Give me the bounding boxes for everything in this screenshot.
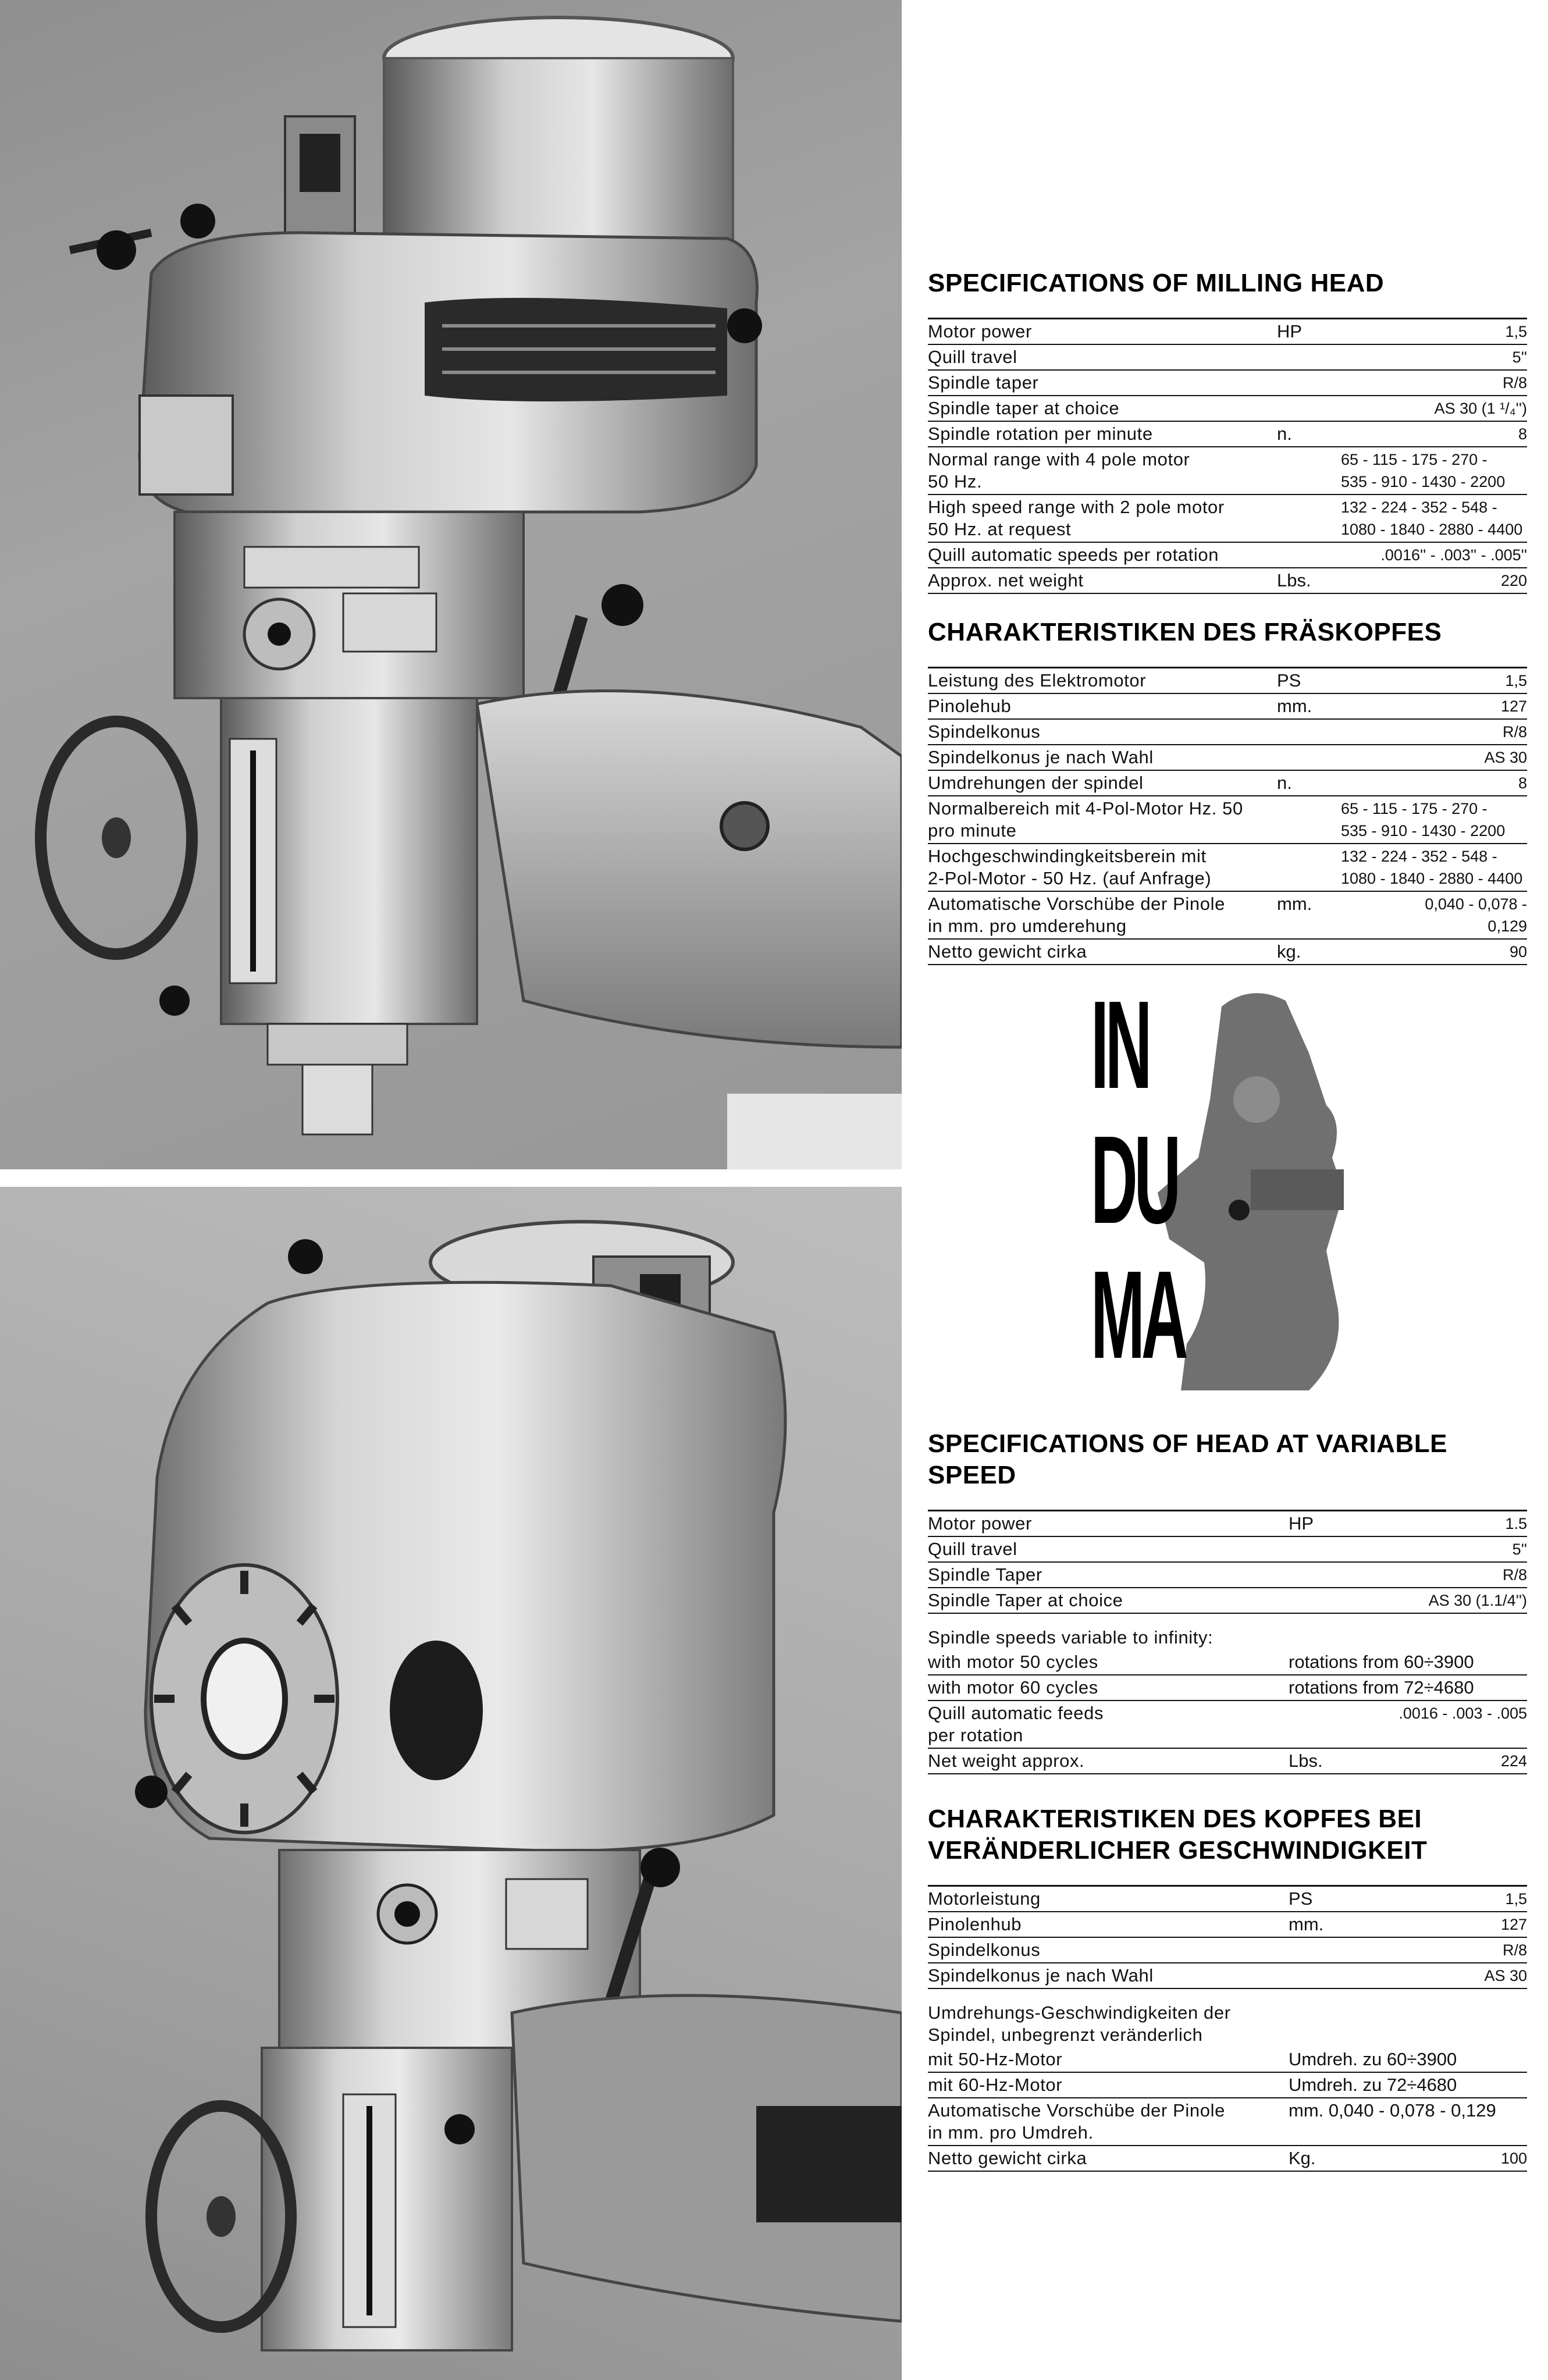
row-value: 1,5 <box>1505 323 1527 340</box>
row-label: Approx. net weight <box>928 570 1084 590</box>
row-unit: PS <box>1277 670 1301 691</box>
row-unit: kg. <box>1277 941 1301 962</box>
spec-variable-speed-head <box>928 1428 1527 1774</box>
spec-row <box>928 495 1527 543</box>
row-unit: rotations from 60÷3900 <box>1289 1652 1474 1672</box>
spec-row <box>928 396 1527 422</box>
row-label: with motor 50 cycles <box>928 1652 1098 1672</box>
row-value: 65 - 115 - 175 - 270 - 535 - 910 - 1430 - 2200 <box>1341 451 1506 490</box>
row-label: Normal range with 4 pole motor 50 Hz. <box>928 449 1190 492</box>
logo-line: MA <box>1091 1244 1185 1385</box>
spec-row <box>928 796 1527 844</box>
spec-row <box>928 319 1527 345</box>
row-value: AS 30 (1.1/4'') <box>1428 1592 1527 1609</box>
spec-table <box>928 1885 1527 2172</box>
milling-head-illustration <box>0 0 902 1169</box>
row-unit: n. <box>1277 773 1292 793</box>
row-label: Pinolenhub <box>928 1914 1022 1934</box>
row-label: Automatische Vorschübe der Pinole in mm. pro Umdreh. <box>928 2100 1225 2143</box>
spec-table <box>928 1510 1527 1774</box>
spec-row <box>928 1563 1527 1588</box>
row-label: Spindle Taper at choice <box>928 1590 1123 1610</box>
spec-row <box>928 2047 1527 2073</box>
row-unit: Lbs. <box>1277 570 1311 590</box>
row-value: 132 - 224 - 352 - 548 - 1080 - 1840 - 2880 - 4400 <box>1341 499 1523 538</box>
row-value: .0016'' - .003'' - .005'' <box>1380 546 1527 564</box>
spec-row <box>928 668 1527 694</box>
logo-line: DU <box>1091 1109 1178 1250</box>
induma-logo <box>1065 974 1390 1396</box>
row-value: R/8 <box>1502 723 1527 741</box>
row-label: Leistung des Elektromotor <box>928 670 1147 691</box>
spec-row <box>928 447 1527 495</box>
logo-lettering <box>1091 974 1185 1385</box>
row-unit: Lbs. <box>1289 1751 1323 1771</box>
spec-row <box>928 1912 1527 1938</box>
row-value: R/8 <box>1502 374 1527 392</box>
spec-row <box>928 2098 1527 2146</box>
row-label: Motor power <box>928 1513 1032 1534</box>
row-label: Spindelkonus je nach Wahl <box>928 747 1154 767</box>
row-label: Quill travel <box>928 1539 1017 1559</box>
row-unit: HP <box>1289 1513 1314 1534</box>
row-unit: Umdreh. zu 60÷3900 <box>1289 2049 1457 2069</box>
variable-speed-head-illustration <box>0 1187 902 2380</box>
section-title: SPECIFICATIONS OF MILLING HEAD <box>928 269 1385 297</box>
row-label: Umdrehungen der spindel <box>928 773 1144 793</box>
row-label: Netto gewicht cirka <box>928 941 1087 962</box>
row-label: Pinolehub <box>928 696 1012 716</box>
logo-line: IN <box>1091 974 1149 1115</box>
row-label: mit 60-Hz-Motor <box>928 2075 1063 2095</box>
spec-row <box>928 1675 1527 1701</box>
note-text: Umdrehungs-Geschwindigkeiten der Spindel, unbegrenzt veränderlich <box>928 2002 1231 2045</box>
section-title: CHARAKTERISTIKEN DES FRÄSKOPFES <box>928 618 1442 646</box>
row-value: .0016 - .003 - .005 <box>1398 1705 1527 1722</box>
spec-row <box>928 940 1527 965</box>
row-label: Motor power <box>928 321 1032 341</box>
row-value: AS 30 <box>1484 1967 1527 1984</box>
row-label: with motor 60 cycles <box>928 1677 1098 1698</box>
row-label: Netto gewicht cirka <box>928 2148 1087 2168</box>
row-unit: PS <box>1289 1888 1313 1909</box>
row-value: 0,040 - 0,078 - 0,129 <box>1425 895 1527 935</box>
row-label: Spindelkonus <box>928 1940 1041 1960</box>
row-value: 1.5 <box>1505 1515 1527 1532</box>
row-unit: Umdreh. zu 72÷4680 <box>1289 2075 1457 2095</box>
spec-row <box>928 1749 1527 1774</box>
row-value: 127 <box>1500 1916 1527 1933</box>
row-unit: Kg. <box>1289 2148 1316 2168</box>
spec-kopf-veraenderlich <box>928 1803 1527 2172</box>
spec-row <box>928 1938 1527 1963</box>
spec-row <box>928 371 1527 396</box>
spec-note <box>928 1614 1527 1650</box>
note-text: Spindle speeds variable to infinity: <box>928 1627 1214 1648</box>
spec-table <box>928 667 1527 965</box>
spec-fraeskopf <box>928 617 1527 965</box>
row-value: 132 - 224 - 352 - 548 - 1080 - 1840 - 2880 - 4400 <box>1341 848 1523 887</box>
spec-row <box>928 745 1527 771</box>
row-label: High speed range with 2 pole motor 50 Hz. at request <box>928 497 1225 539</box>
row-value: AS 30 (1 ¹/₄'') <box>1434 400 1527 417</box>
row-value: 127 <box>1500 698 1527 715</box>
row-unit: mm. <box>1277 894 1312 914</box>
row-value: 5'' <box>1512 348 1527 366</box>
spec-row <box>928 345 1527 371</box>
row-label: Spindelkonus <box>928 721 1041 742</box>
row-unit: mm. <box>1277 696 1312 716</box>
spec-table <box>928 318 1527 594</box>
row-label: Spindle taper <box>928 372 1039 393</box>
spec-row <box>928 1887 1527 1912</box>
variable-speed-head-photo <box>0 1187 902 2380</box>
spec-row <box>928 1511 1527 1537</box>
spec-row <box>928 1537 1527 1563</box>
spec-note <box>928 1989 1527 2047</box>
spec-row <box>928 1650 1527 1675</box>
spec-row <box>928 771 1527 796</box>
row-value: 90 <box>1509 943 1527 960</box>
spec-row <box>928 720 1527 745</box>
row-value: 100 <box>1500 2150 1527 2167</box>
row-value: 65 - 115 - 175 - 270 - 535 - 910 - 1430 - 2200 <box>1341 800 1506 839</box>
spec-milling-head <box>928 268 1527 594</box>
spec-row <box>928 1963 1527 1989</box>
spec-row <box>928 543 1527 568</box>
row-label: Normalbereich mit 4-Pol-Motor Hz. 50 pro minute <box>928 798 1243 841</box>
row-value: 5'' <box>1512 1541 1527 1558</box>
row-label: Spindle rotation per minute <box>928 424 1153 444</box>
spec-row <box>928 2073 1527 2098</box>
spec-row <box>928 694 1527 720</box>
row-label: Quill travel <box>928 347 1017 367</box>
row-value: 1,5 <box>1505 1890 1527 1908</box>
spec-row <box>928 568 1527 594</box>
row-unit: rotations from 72÷4680 <box>1289 1677 1474 1698</box>
spec-row <box>928 2146 1527 2172</box>
row-label: Motorleistung <box>928 1888 1041 1909</box>
row-value: 1,5 <box>1505 672 1527 689</box>
row-label: mit 50-Hz-Motor <box>928 2049 1063 2069</box>
row-value: 220 <box>1500 572 1527 589</box>
row-label: Automatische Vorschübe der Pinole in mm. pro umderehung <box>928 894 1225 936</box>
row-unit: mm. <box>1289 1914 1324 1934</box>
row-value: AS 30 <box>1484 749 1527 766</box>
spec-row <box>928 1701 1527 1749</box>
row-label: Quill automatic feeds per rotation <box>928 1703 1104 1745</box>
row-value: 224 <box>1500 1752 1527 1770</box>
spec-row <box>928 892 1527 940</box>
row-value: 8 <box>1518 774 1527 792</box>
row-unit: HP <box>1277 321 1303 341</box>
row-value: R/8 <box>1502 1566 1527 1584</box>
milling-head-photo <box>0 0 902 1169</box>
spec-row <box>928 844 1527 892</box>
row-value: 8 <box>1518 425 1527 443</box>
row-label: Hochgeschwindingkeitsberein mit 2-Pol-Motor - 50 Hz. (auf Anfrage) <box>928 846 1212 888</box>
spec-row <box>928 1588 1527 1614</box>
section-title: SPECIFICATIONS OF HEAD AT VARIABLE SPEED <box>928 1429 1447 1489</box>
row-label: Spindle taper at choice <box>928 398 1120 418</box>
row-label: Spindle Taper <box>928 1564 1042 1585</box>
section-title: CHARAKTERISTIKEN DES KOPFES BEI VERÄNDERLICHER GESCHWINDIGKEIT <box>928 1805 1428 1865</box>
row-label: Spindelkonus je nach Wahl <box>928 1965 1154 1986</box>
row-label: Quill automatic speeds per rotation <box>928 545 1219 565</box>
row-unit: n. <box>1277 424 1292 444</box>
row-unit: mm. 0,040 - 0,078 - 0,129 <box>1289 2100 1496 2121</box>
row-label: Net weight approx. <box>928 1751 1085 1771</box>
row-value: R/8 <box>1502 1941 1527 1959</box>
spec-row <box>928 422 1527 447</box>
